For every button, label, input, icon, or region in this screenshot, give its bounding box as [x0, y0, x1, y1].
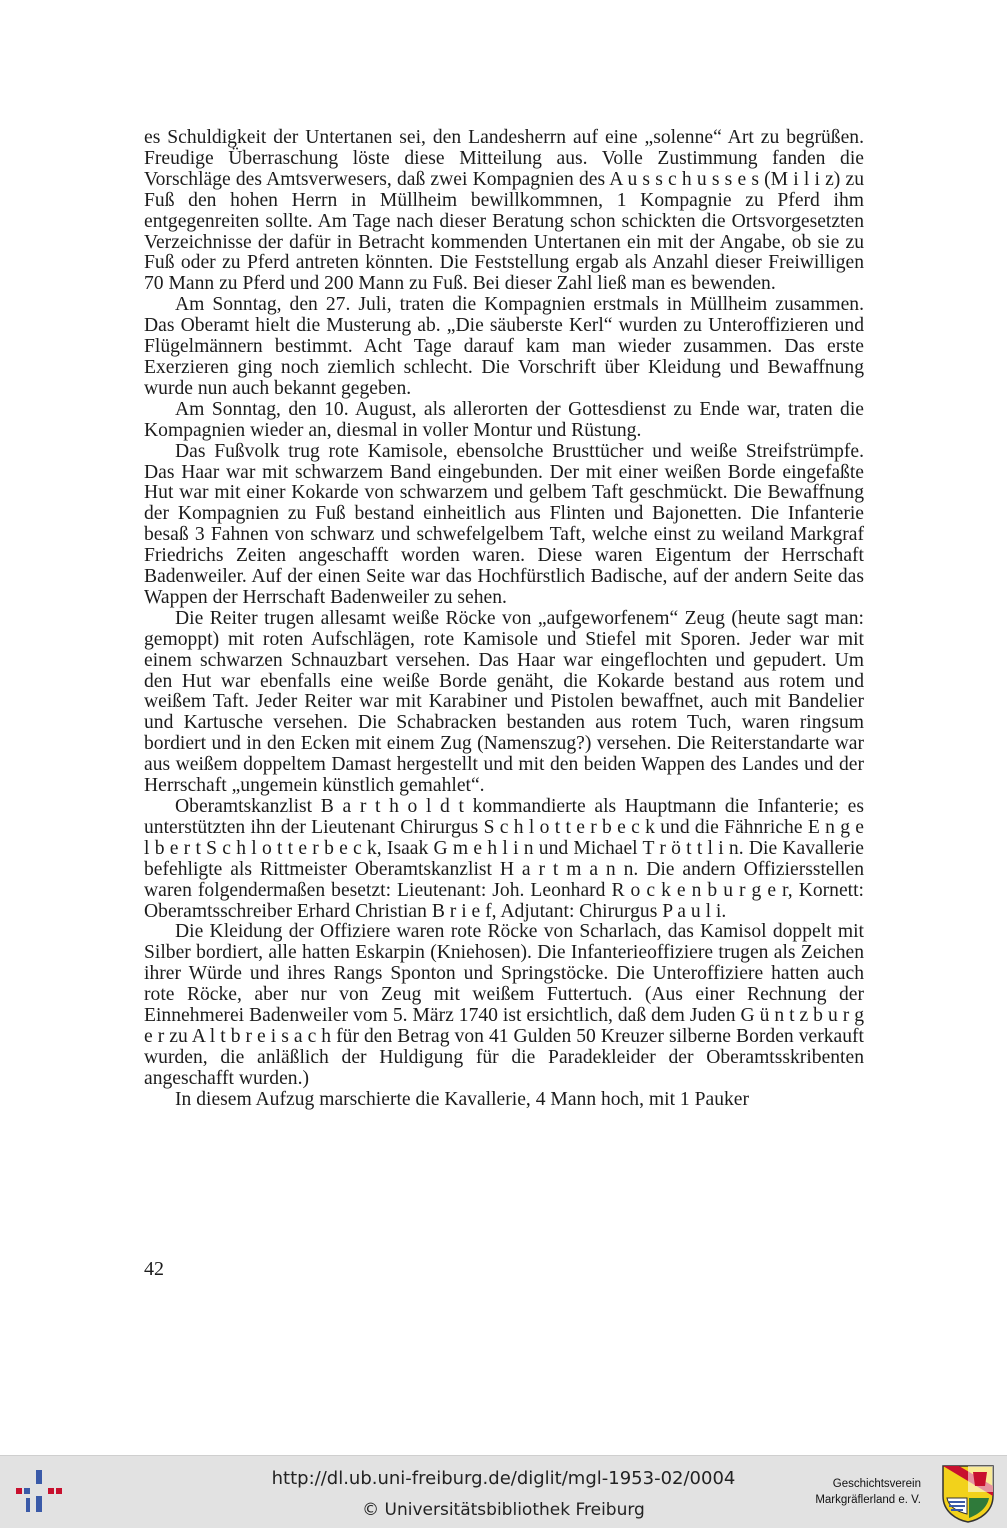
paragraph: Die Kleidung der Offiziere waren rote Röcke von Scharlach, das Kamisol doppelt mit Silber bordiert, alle hatten Eskarpin (Kniehosen). Die Infanterieoffiziere trugen als Zeichen ihrer Würde und ihres Rangs Sponton und Springstöcke. Die Unteroffiziere hatten auch rote Röcke, aber nur von Zeug mit weißem Futtertuch. (Aus einer Rechnung der Einnehmerei Badenweiler vom 5. März 1740 ist ersichtlich, daß dem Juden G ü n t z b u r g e r zu A l t b r e i s a c h für den Betrag von 41 Gulden 50 Kreuzer silberne Borden verkauft wurden, die anläßlich der Huldigung für die Paradekleider der Oberamtsskribenten angeschafft wurden.)	[144, 921, 864, 1089]
society-name	[815, 1476, 921, 1508]
paragraph: Oberamtskanzlist B a r t h o l d t kommandierte als Hauptmann die Infanterie; es unterstützten ihn der Lieutenant Chirurgus S c h l o t t e r b e c k und die Fähnriche E n g e l b e r t S c h l o t t e r b e c k, Isaak G m e h l i n und Michael T r ö t t l i n. Die Kavallerie befehligte als Rittmeister Oberamtskanzlist H a r t m a n n. Die andern Offiziersstellen waren folgendermaßen besetzt: Lieutenant: Joh. Leonhard R o c k e n b u r g e r, Kornett: Oberamtsschreiber Erhard Christian B r i e f, Adjutant: Chirurgus P a u l i.	[144, 796, 864, 922]
copyright-text: © Universitätsbibliothek Freiburg	[362, 1500, 645, 1520]
paragraph: Am Sonntag, den 27. Juli, traten die Kompagnien erstmals in Müllheim zusammen. Das Oberamt hielt die Musterung ab. „Die säuberste Kerl“ wurden zu Unteroffizieren und Flügelmännern bestimmt. Acht Tage darauf kam man wieder zusammen. Das erste Exerzieren ging noch ziemlich schlecht. Die Vorschrift über Kleidung und Bewaffnung wurde nun auch bekannt gegeben.	[144, 294, 864, 399]
body-text	[144, 128, 864, 1111]
coat-of-arms-icon	[939, 1462, 997, 1524]
paragraph: es Schuldigkeit der Untertanen sei, den Landesherrn auf eine „solenne“ Art zu begrüßen. Freudige Überraschung löste diese Mitteilung aus. Volle Zustimmung fanden die Vorschläge des Amtsverwesers, daß zwei Kompagnien des A u s s c h u s s e s (M i l i z) zu Fuß den hohen Herrn in Müllheim bewillkommnen, 1 Kompagnie zu Pferd ihm entgegenreiten sollte. Am Tage nach dieser Beratung schon schickten die Ortsvorgesetzten Verzeichnisse der dafür in Betracht kommenden Untertanen ein mit der Angabe, ob sie zu Fuß oder zu Pferd antreten könnten. Die Feststellung ergab als Anzahl dieser Freiwilligen 70 Mann zu Pferd und 200 Mann zu Fuß. Bei dieser Zahl ließ man es bewenden.	[144, 127, 864, 295]
paragraph: Das Fußvolk trug rote Kamisole, ebensolche Brusttücher und weiße Streifstrümpfe. Das Haar war mit schwarzem Band eingebunden. Der mit einer weißen Borde eingefaßte Hut war mit einer Kokarde von schwarzem und gelbem Taft geschmückt. Die Bewaffnung der Kompagnien zu Fuß bestand einheitlich aus Flinten und Bajonetten. Die Infanterie besaß 3 Fahnen von schwarz und schwefelgelbem Taft, welche einst zu weiland Markgraf Friedrichs Zeiten angeschafft worden waren. Diese waren Eigentum der Herrschaft Badenweiler. Auf der einen Seite war das Hochfürstlich Badische, auf der andern Seite das Wappen der Herrschaft Badenweiler zu sehen.	[144, 440, 864, 608]
source-url-link[interactable]: http://dl.ub.uni-freiburg.de/diglit/mgl-1953-02/0004	[271, 1468, 736, 1489]
society-name-line: Geschichtsverein	[832, 1478, 921, 1490]
paragraph: Am Sonntag, den 10. August, als allerorten der Gottesdienst zu Ende war, traten die Kompagnien wieder an, diesmal in voller Montur und Rüstung.	[144, 398, 864, 441]
paragraph: In diesem Aufzug marschierte die Kavallerie, 4 Mann hoch, mit 1 Pauker	[175, 1088, 750, 1110]
paragraph: Die Reiter trugen allesamt weiße Röcke von „aufgeworfenem“ Zeug (heute sagt man: gemoppt) mit roten Aufschlägen, rote Kamisole und Stiefel mit Sporen. Jeder war mit einem schwarzen Schnauzbart versehen. Das Haar war eingeflochten und gepudert. Um den Hut war ebenfalls eine weiße Borde genäht, die Kokarde bestand aus rotem und weißem Taft. Jeder Reiter war mit Karabiner und Pistolen bewaffnet, auch mit Bandelier und Kartusche versehen. Die Schabracken bestanden aus rotem Tuch, waren ringsum bordiert und in den Ecken mit einem Zug (Namenszug?) versehen. Die Reiterstandarte war aus weißem doppeltem Damast hergestellt und mit den beiden Wappen des Landes und der Herrschaft „ungemein künstlich gemahlet“.	[144, 607, 864, 797]
footer-bar	[0, 1455, 1007, 1528]
society-name-line: Markgräflerland e. V.	[815, 1494, 921, 1506]
page-number: 42	[144, 1258, 164, 1280]
